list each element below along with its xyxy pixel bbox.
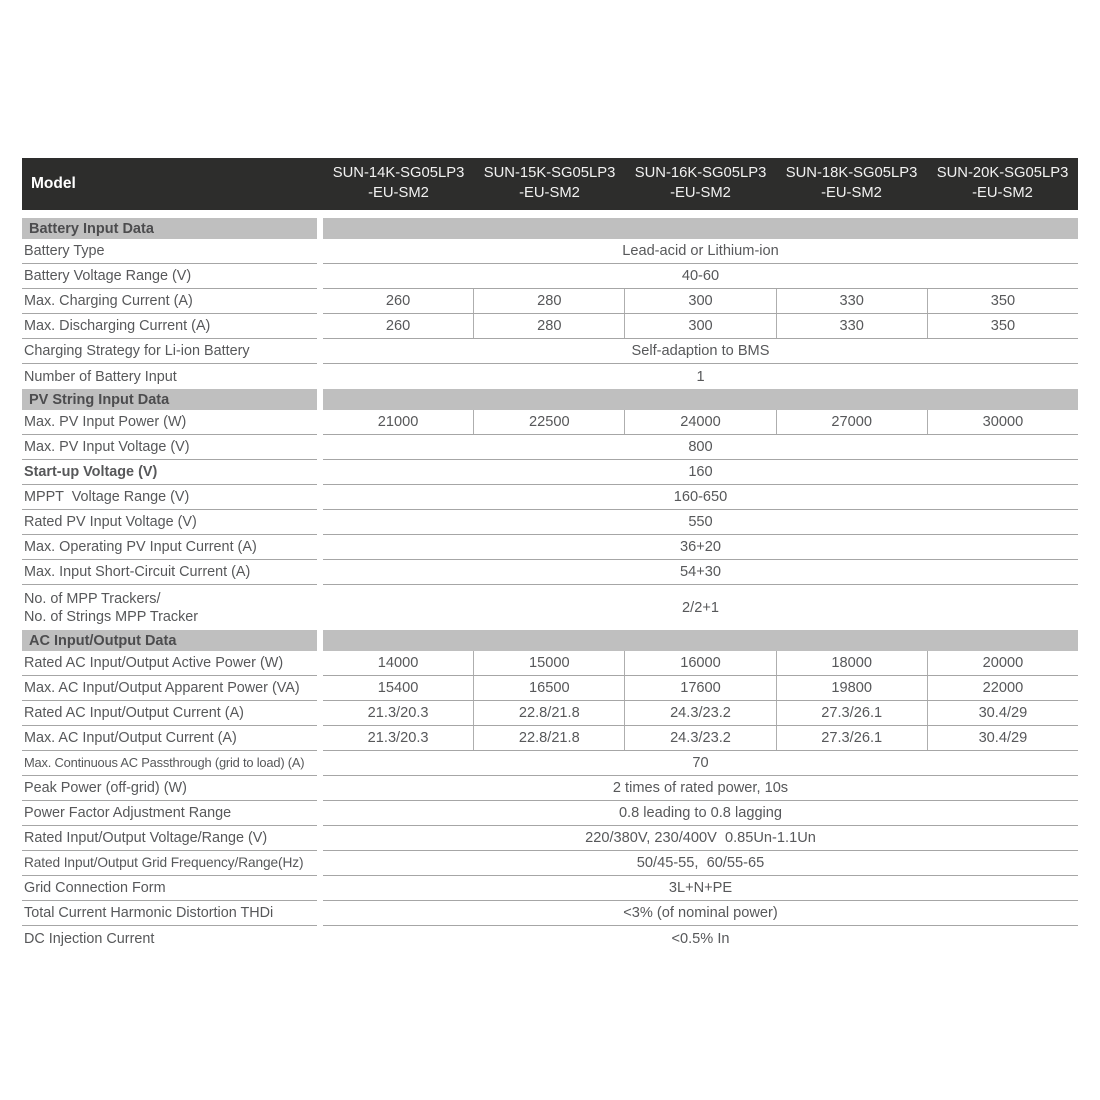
model-name-16k [625,158,776,210]
row-label: Rated AC Input/Output Current (A) [22,701,317,726]
spec-row-startup-voltage [22,460,1078,485]
section-header-battery [22,218,1078,239]
value-cell: 20000 [927,651,1078,675]
value-cell: 2 times of rated power, 10s [612,780,789,796]
spec-row-rated-ac-current [22,701,1078,726]
spec-row-mpp-trackers [22,585,1078,630]
row-label: Peak Power (off-grid) (W) [22,776,317,801]
value-cell: 22.8/21.8 [473,701,624,725]
value-cell: 30.4/29 [927,701,1078,725]
section-title: Battery Input Data [22,218,317,239]
row-label: Max. Continuous AC Passthrough (grid to load) (A) [22,751,317,776]
value-cell: Self-adaption to BMS [631,343,770,359]
value-cell: 15000 [473,651,624,675]
value-cell: 280 [473,289,624,313]
value-cell: 21.3/20.3 [367,730,429,746]
value-cell: <0.5% In [671,930,730,947]
spec-row-peak-power [22,776,1078,801]
value-cell: 22500 [473,410,624,434]
value-cell: 18000 [776,651,927,675]
value-cell: 30000 [927,410,1078,434]
value-cell: 40-60 [681,268,720,284]
spec-row-battery-voltage-range [22,264,1078,289]
value-cell: <3% (of nominal power) [623,905,778,921]
header-gap [22,210,1078,218]
model-name-line2: -EU-SM2 [821,185,882,201]
model-header-row [22,158,1078,210]
row-label: Max. PV Input Voltage (V) [22,435,317,460]
value-cell: 21000 [377,414,419,430]
value-cell: 280 [473,314,624,338]
value-cell: 17600 [624,676,775,700]
row-label: Max. AC Input/Output Apparent Power (VA) [22,676,317,701]
section-bar-fill [323,389,1078,410]
row-label: Max. AC Input/Output Current (A) [22,726,317,751]
row-label: Rated AC Input/Output Active Power (W) [22,651,317,676]
spec-row-ac-passthrough [22,751,1078,776]
spec-row-mppt-voltage-range [22,485,1078,510]
row-label: Grid Connection Form [22,876,317,901]
spec-row-rated-pv-input-voltage [22,510,1078,535]
model-name-line1: SUN-18K-SG05LP3 [785,165,918,182]
value-cell: 260 [385,293,411,309]
spec-row-max-charging-current [22,289,1078,314]
section-header-ac [22,630,1078,651]
model-name-15k [474,158,625,210]
model-name-line1: SUN-16K-SG05LP3 [634,165,767,182]
value-cell: 1 [696,368,705,385]
spec-row-grid-connection-form [22,876,1078,901]
section-title: PV String Input Data [22,389,317,410]
value-cell: 330 [776,289,927,313]
value-cell: 19800 [776,676,927,700]
spec-row-rated-io-voltage [22,826,1078,851]
value-cell: 220/380V, 230/400V 0.85Un-1.1Un [585,830,816,846]
section-bar-fill [323,630,1078,651]
spec-row-rated-ac-active-power [22,651,1078,676]
spec-row-max-short-circuit-current [22,560,1078,585]
spec-row-thdi [22,901,1078,926]
spec-row-max-ac-apparent-power [22,676,1078,701]
row-label: Rated Input/Output Grid Frequency/Range(Hz) [22,851,317,876]
model-name-line2: -EU-SM2 [972,185,1033,201]
model-name-line1: SUN-14K-SG05LP3 [332,165,465,182]
value-cell: 260 [385,318,411,334]
row-label: Max. Discharging Current (A) [22,314,317,339]
spec-row-max-pv-input-power [22,410,1078,435]
value-cell: 15400 [377,680,419,696]
model-name-14k [323,158,474,210]
row-label: Charging Strategy for Li-ion Battery [22,339,317,364]
value-cell: 30.4/29 [927,726,1078,750]
spec-row-dc-injection-current [22,926,1078,951]
section-header-pv [22,389,1078,410]
model-name-20k [927,158,1078,210]
row-label: Battery Type [22,239,317,264]
row-label: Max. Input Short-Circuit Current (A) [22,560,317,585]
spec-row-battery-type [22,239,1078,264]
value-cell: 800 [688,439,713,455]
spec-row-power-factor [22,801,1078,826]
value-cell: 22.8/21.8 [473,726,624,750]
value-cell: 160 [688,464,713,480]
row-label: Max. Charging Current (A) [22,289,317,314]
value-cell: 50/45-55, 60/55-65 [636,855,765,871]
row-label: Number of Battery Input [24,368,177,385]
section-title: AC Input/Output Data [22,630,317,651]
model-header-label: Model [31,175,76,192]
row-label: Max. PV Input Power (W) [22,410,317,435]
row-label: Start-up Voltage (V) [22,460,317,485]
value-cell: Lead-acid or Lithium-ion [622,243,779,259]
row-label: Rated PV Input Voltage (V) [22,510,317,535]
spec-row-max-pv-input-voltage [22,435,1078,460]
value-cell: 300 [624,289,775,313]
model-name-line2: -EU-SM2 [368,185,429,201]
value-cell: 330 [776,314,927,338]
row-label: Power Factor Adjustment Range [22,801,317,826]
spec-row-rated-io-frequency [22,851,1078,876]
section-bar-fill [323,218,1078,239]
value-cell: 21.3/20.3 [367,705,429,721]
value-cell: 70 [692,755,709,771]
value-cell: 550 [688,514,713,530]
row-label: Battery Voltage Range (V) [22,264,317,289]
row-label: MPPT Voltage Range (V) [22,485,317,510]
model-name-line1: SUN-20K-SG05LP3 [936,165,1069,182]
value-cell: 2/2+1 [682,599,719,616]
row-label: No. of MPP Trackers/ No. of Strings MPP Tracker [24,590,199,625]
value-cell: 36+20 [680,539,721,555]
value-cell: 16000 [624,651,775,675]
value-cell: 0.8 leading to 0.8 lagging [618,805,783,821]
model-name-line2: -EU-SM2 [519,185,580,201]
row-label: Rated Input/Output Voltage/Range (V) [22,826,317,851]
spec-row-max-operating-pv-current [22,535,1078,560]
value-cell: 24000 [624,410,775,434]
value-cell: 22000 [927,676,1078,700]
value-cell: 14000 [377,655,419,671]
value-cell: 24.3/23.2 [624,726,775,750]
value-cell: 27.3/26.1 [776,701,927,725]
row-label: DC Injection Current [24,930,155,947]
spec-row-charging-strategy [22,339,1078,364]
value-cell: 350 [927,289,1078,313]
value-cell: 16500 [473,676,624,700]
model-name-line1: SUN-15K-SG05LP3 [483,165,616,182]
value-cell: 27.3/26.1 [776,726,927,750]
value-cell: 27000 [776,410,927,434]
model-name-18k [776,158,927,210]
value-cell: 3L+N+PE [668,880,733,896]
model-name-line2: -EU-SM2 [670,185,731,201]
spec-row-max-ac-current [22,726,1078,751]
spec-row-number-battery-input [22,364,1078,389]
value-cell: 300 [624,314,775,338]
value-cell: 24.3/23.2 [624,701,775,725]
value-cell: 350 [927,314,1078,338]
spec-row-max-discharging-current [22,314,1078,339]
value-cell: 54+30 [680,564,721,580]
row-label: Total Current Harmonic Distortion THDi [22,901,317,926]
spec-table [22,158,1078,951]
row-label: Max. Operating PV Input Current (A) [22,535,317,560]
value-cell: 160-650 [673,489,728,505]
